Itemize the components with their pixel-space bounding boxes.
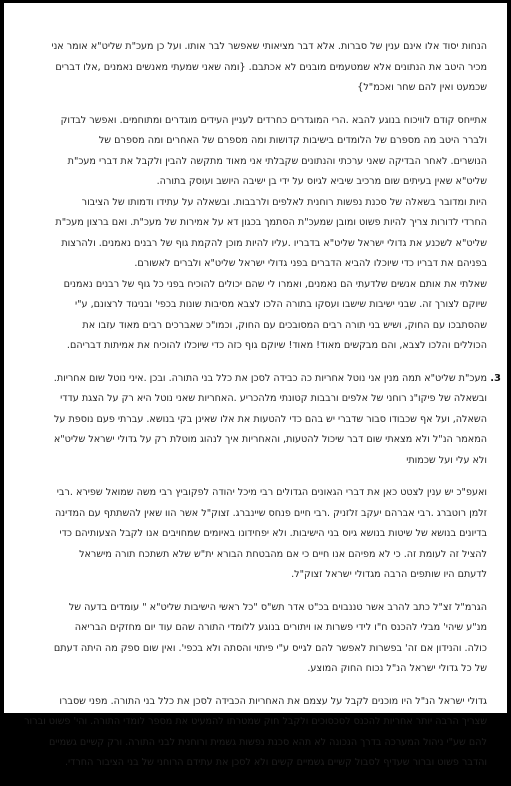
text-line: מעכ"ת שליט"א תמה מנין אני נוטל אחריות כה כבידה לסכן את כלל בני התורה. ובכן .איני נוטל שום אחריות.	[53, 372, 487, 384]
document-body	[24, 37, 501, 786]
text-line: להציל זה לעומת זה. כי לא מפיהם אנו חיים כי אם מהבטחת הבורא ית"ש שלא תשתכח תורה מישראל	[79, 548, 487, 560]
text-line: המאמר הנ"ל ולא מצאתי שום דבר שיכול להטעות, והאחריות איך לנהוג מוטלת רק על גדולי ישראל שליט"א	[53, 434, 487, 445]
text-line: של כל גדולי ישראל הנ"ל נכוח החוק המוצע.	[307, 663, 487, 674]
paragraph	[24, 598, 487, 680]
text-line: החרדי לדורות צריך להיות פשוט ומובן שמעכ"ת הסתמך בכגון דא על אמירות של מעכ"ת. ואם ברצון מעכ"ת	[55, 217, 487, 228]
text-line: גדולי ישראל הנ"ל היו מוכנים לקבל על עצמם את האחריות הכבידה לסכן את כלל בני התורה. מפני שסברו	[59, 695, 487, 707]
text-line: הכוללים והלכו לצבא, והם מבקשים מאוד! מאוד! שיוקם גוף כזה כדי שיוכלו להוכיח את אמיתות דבריהם.	[66, 340, 487, 351]
text-line: ולברר היטב מה מספרם של הלומדים בישיבות קדושות ומה מספרם של האחרים ומה מספרם של	[98, 135, 487, 146]
text-line: בפניהם את דבריו כדי שיוכלו להביא הדברים בפני גדולי ישראל שליט"א ולברים לאשורם.	[134, 258, 487, 269]
text-line: שאלתי את אותם אנשים שלדעתי הם נאמנים, ואמרו לי שהם יכולים להוכיח בפני כל גוף של רבנים נאמנים	[63, 278, 487, 290]
text-line: והדבר פשוט וברור שעדיף לסבול קשיים גשמיים קשים ולא לסכן את עתידם הרוחני של בני הציבור החרדי.	[64, 757, 487, 768]
text-line: כולה. והנידון אם זה' בפשרות לאפשר להם לגייס ע"י פיתוי והסתה ולא בכפי'. ואין שום ספק מה היתה דעתם	[53, 642, 487, 654]
paragraph	[24, 111, 487, 357]
text-line: הנושרים. לאחר הבדיקה שאני ערכתי והנתונים שקבלתי אני מאוד מתקשה להבין ולקבל את דברי מעכ"ת	[67, 155, 487, 167]
text-line: שליט"א לשכנע את גדולי ישראל שליט"א בדבריו .עליו להיות מוכן להקמת גוף של רבנים נאמנים. ולהרצות	[61, 237, 487, 249]
text-line: להם שע"י ניהול המערכה בדרך הנכונה לא תהא סכנת נפשות גשמית ורוחנית לבני התורה. ורק קשיים גשמיים	[48, 736, 487, 748]
item-number: 3.	[490, 372, 501, 384]
paragraph	[24, 483, 487, 586]
text-line: ולא עלי ועל שכמותי	[406, 454, 487, 466]
numbered-paragraph	[24, 369, 501, 472]
text-line: זלמן רוטברג .רבי אברהם יעקב זלזניק .רבי חיים פנחס שיינברג. זצוק"ל אשר הוו שאין להשתתף עם המדינה	[54, 507, 487, 519]
text-line: מנ"ע שיהי' מבלי להכנס ח"ו לידי פשרות או ויתורים בנוגע ללומדי התורה שהם עוד יום מחזקים הבריאה	[74, 622, 487, 633]
paragraph	[24, 692, 487, 774]
text-line: שיוקם לצורך זה. שבני ישיבות שישבו ועסקו בתורה הלכו לצבא מסיבות שונות בכפי' ובניגוד לרצונם, ע"י	[74, 299, 487, 310]
paragraph	[24, 37, 487, 99]
text-line: השאלה, ועל אף שכבודו סבור שדברי יש בהם כדי להטעות את אלו שאינן בקי בנושא. עברתי פעם נוספת על	[53, 413, 487, 425]
text-line: שצריך הרבה יותר אחריות להכנס לסכסוכים ולקבל חוק שמטרתו להמעיט את מספר לומדי התורה. והי' פשוט וברור	[24, 716, 487, 727]
text-line: שהסתבכו עם החוק, ושיש בני תורה רבים המסובכים עם החוק, וכמו"כ שאברכים רבים מאוד עזבו את	[82, 319, 487, 331]
text-line: שליט"א שאין בעיתים שום מרכיב שיביא לגיוס על ידי בן ישיבה היושב ועוסק בתורה.	[156, 176, 487, 187]
text-line: הגרמ"ל זצ"ל כתב להרב אשר טננבוים בכ"ט אדר תש"ס "כל ראשי הישיבות שליט"א " עומדים בדעה של	[68, 601, 487, 613]
text-line: הנחות יסוד אלו אינם ענין של סברות. אלא דבר מציאותי שאפשר לבר אותו. ועל כן מעכ"ת שליט"א אומר אני	[51, 41, 487, 52]
text-line: ואעפ"כ יש ענין לצטט כאן את דברי הגאונים הגדולים רבי מיכל יהודה לפקוביץ רבי משה שמואל שפירא .רבי	[56, 487, 487, 498]
text-line: בדיונים בנושא של שיטות בנושא גיוס בני הישיבות. ולא יפחידונו באיומים שמחויבים אנו לקבל הצעותיהם כדי	[59, 528, 487, 539]
text-line: היות ומדובר בשאלה של סכנת נפשות רוחנית לאלפים ולרבבות. ובשאלה על עתידו ודמותו של הציבור	[81, 196, 487, 208]
text-line: ובשאלה של פיקו"נ רוחני של אלפים ורבבות קטונתי מלהכריע .האחריות שאני נוטל היא רק על הצגת עדדי	[60, 393, 487, 404]
text-line: אתייחס קודם לוויכוח בנוגע להבא .הרי המוגדרים כחרדים לעניין העידים מוגדרים ומתוחמים. ואפשר לבדוק	[60, 114, 487, 126]
text-line: לדעתם היו שותפים הרבה מגדולי ישראל זצוק"ל.	[291, 569, 487, 580]
text-line: מכיר היטב את הנתונים אלא שמטעמים מובנים לא אכתבם. {ומה שאני שמעתי מאנשים נאמנים ,אלו דברים	[55, 61, 487, 73]
text-line: שכמעט ואין להם שחר ואכמ"ל}	[357, 82, 487, 93]
document-page	[4, 3, 507, 768]
